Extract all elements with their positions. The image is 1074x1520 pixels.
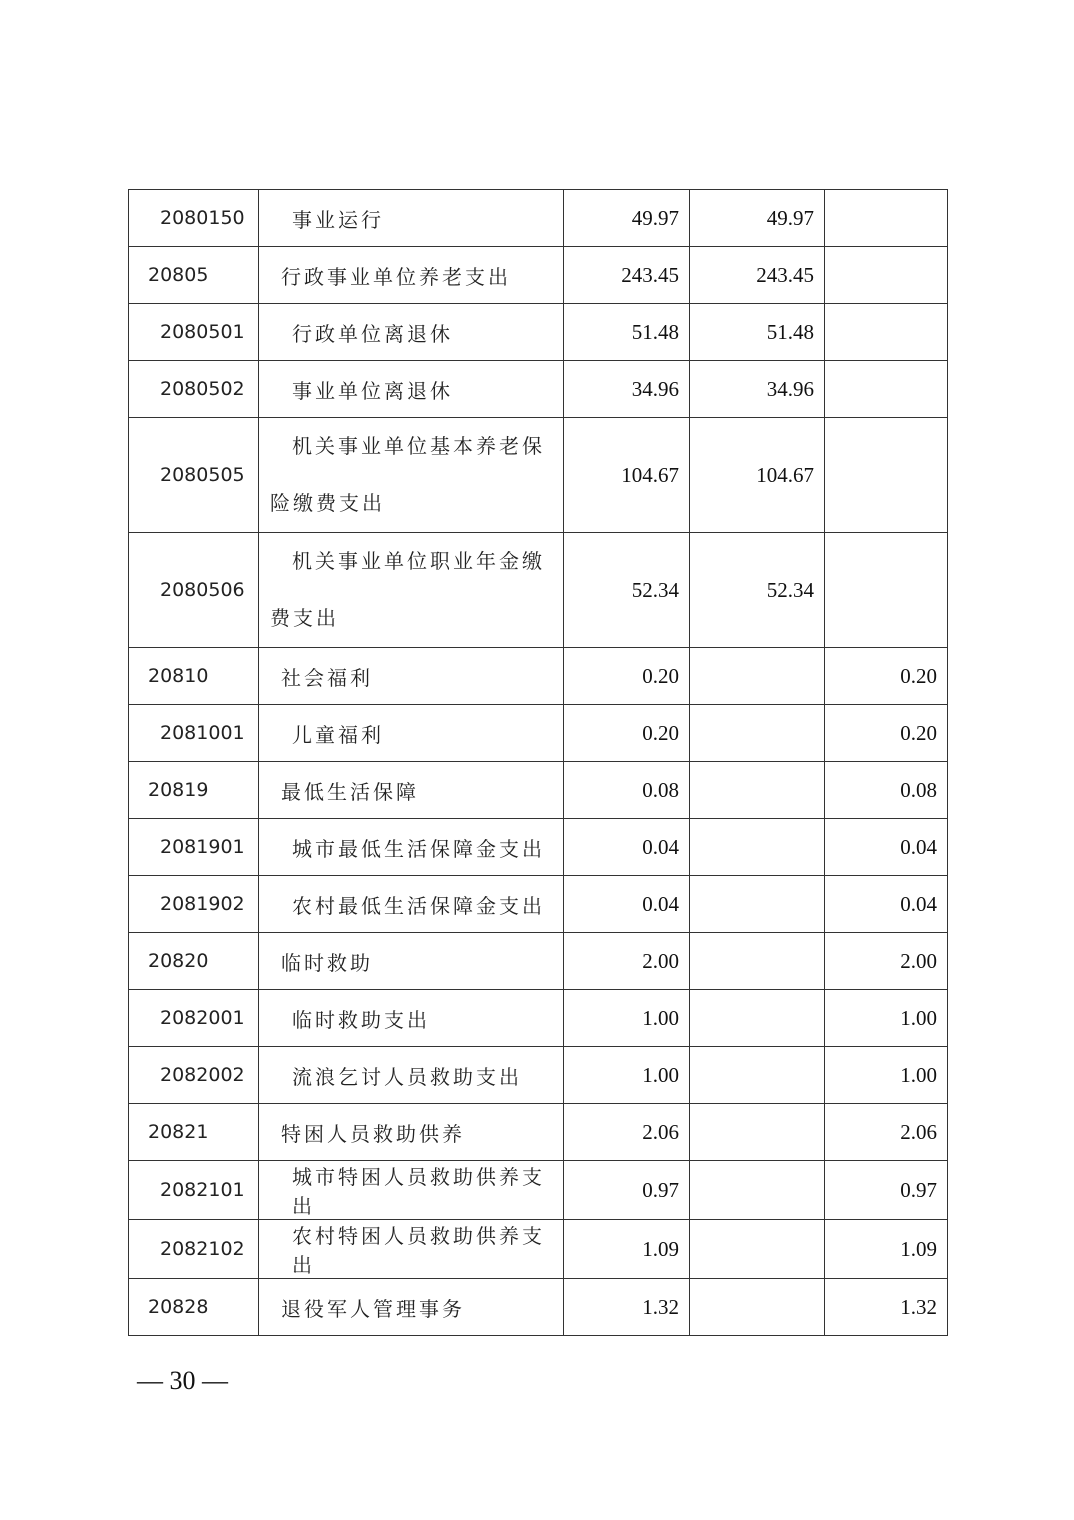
table-row	[129, 304, 948, 361]
project-cell: 0.97	[825, 1161, 948, 1220]
basic-cell: 52.34	[690, 533, 825, 648]
name-cell: 社会福利	[259, 648, 564, 705]
code-cell: 20820	[129, 933, 259, 990]
name-cell: 农村最低生活保障金支出	[259, 876, 564, 933]
basic-cell	[690, 648, 825, 705]
total-cell: 104.67	[564, 418, 690, 533]
project-cell	[825, 304, 948, 361]
budget-table	[128, 189, 948, 1336]
basic-cell	[690, 1279, 825, 1336]
basic-cell: 51.48	[690, 304, 825, 361]
table-row	[129, 418, 948, 533]
table-row	[129, 1047, 948, 1104]
table-row	[129, 1279, 948, 1336]
basic-cell	[690, 990, 825, 1047]
total-cell: 0.20	[564, 705, 690, 762]
project-cell	[825, 533, 948, 648]
total-cell: 2.06	[564, 1104, 690, 1161]
table-row	[129, 247, 948, 304]
total-cell: 1.00	[564, 1047, 690, 1104]
name-cell: 机关事业单位基本养老保险缴费支出	[259, 418, 564, 533]
name-cell: 城市特困人员救助供养支出	[259, 1161, 564, 1220]
total-cell: 49.97	[564, 190, 690, 247]
total-cell: 0.97	[564, 1161, 690, 1220]
code-cell: 2082101	[129, 1161, 259, 1220]
basic-cell	[690, 876, 825, 933]
code-cell: 20828	[129, 1279, 259, 1336]
code-cell: 2082002	[129, 1047, 259, 1104]
basic-cell	[690, 1161, 825, 1220]
project-cell: 0.08	[825, 762, 948, 819]
code-cell: 20805	[129, 247, 259, 304]
code-cell: 2080501	[129, 304, 259, 361]
code-cell: 2082001	[129, 990, 259, 1047]
name-cell: 事业运行	[259, 190, 564, 247]
total-cell: 52.34	[564, 533, 690, 648]
name-cell: 行政事业单位养老支出	[259, 247, 564, 304]
name-cell: 行政单位离退休	[259, 304, 564, 361]
name-cell: 流浪乞讨人员救助支出	[259, 1047, 564, 1104]
table-row	[129, 933, 948, 990]
code-cell: 2080505	[129, 418, 259, 533]
code-cell: 2080150	[129, 190, 259, 247]
table-row	[129, 819, 948, 876]
project-cell: 1.09	[825, 1220, 948, 1279]
name-cell: 临时救助	[259, 933, 564, 990]
total-cell: 2.00	[564, 933, 690, 990]
table-row	[129, 705, 948, 762]
code-cell: 20819	[129, 762, 259, 819]
page-number: — 30 —	[137, 1366, 228, 1395]
table-row	[129, 1161, 948, 1220]
table-row	[129, 533, 948, 648]
name-cell: 机关事业单位职业年金缴费支出	[259, 533, 564, 648]
project-cell: 2.06	[825, 1104, 948, 1161]
table-row	[129, 762, 948, 819]
code-cell: 2081902	[129, 876, 259, 933]
project-cell	[825, 190, 948, 247]
table-row	[129, 1104, 948, 1161]
basic-cell	[690, 819, 825, 876]
table-row	[129, 876, 948, 933]
name-cell: 农村特困人员救助供养支出	[259, 1220, 564, 1279]
basic-cell	[690, 1220, 825, 1279]
basic-cell	[690, 933, 825, 990]
total-cell: 1.09	[564, 1220, 690, 1279]
code-cell: 20821	[129, 1104, 259, 1161]
total-cell: 0.08	[564, 762, 690, 819]
name-cell: 城市最低生活保障金支出	[259, 819, 564, 876]
basic-cell	[690, 762, 825, 819]
code-cell: 2082102	[129, 1220, 259, 1279]
project-cell: 2.00	[825, 933, 948, 990]
basic-cell: 34.96	[690, 361, 825, 418]
basic-cell: 49.97	[690, 190, 825, 247]
code-cell: 20810	[129, 648, 259, 705]
code-cell: 2081901	[129, 819, 259, 876]
name-cell: 儿童福利	[259, 705, 564, 762]
total-cell: 51.48	[564, 304, 690, 361]
code-cell: 2080506	[129, 533, 259, 648]
table-row	[129, 361, 948, 418]
total-cell: 0.04	[564, 819, 690, 876]
project-cell	[825, 418, 948, 533]
basic-cell	[690, 705, 825, 762]
basic-cell	[690, 1104, 825, 1161]
project-cell: 1.00	[825, 990, 948, 1047]
code-cell: 2081001	[129, 705, 259, 762]
name-cell: 退役军人管理事务	[259, 1279, 564, 1336]
project-cell: 0.20	[825, 705, 948, 762]
name-cell: 最低生活保障	[259, 762, 564, 819]
total-cell: 1.32	[564, 1279, 690, 1336]
table-body	[129, 190, 948, 1336]
total-cell: 0.04	[564, 876, 690, 933]
basic-cell: 104.67	[690, 418, 825, 533]
total-cell: 1.00	[564, 990, 690, 1047]
table-row	[129, 990, 948, 1047]
total-cell: 0.20	[564, 648, 690, 705]
table-row	[129, 1220, 948, 1279]
name-cell: 特困人员救助供养	[259, 1104, 564, 1161]
table-row	[129, 648, 948, 705]
project-cell: 1.32	[825, 1279, 948, 1336]
basic-cell	[690, 1047, 825, 1104]
name-cell: 临时救助支出	[259, 990, 564, 1047]
total-cell: 34.96	[564, 361, 690, 418]
name-cell: 事业单位离退休	[259, 361, 564, 418]
code-cell: 2080502	[129, 361, 259, 418]
project-cell: 0.20	[825, 648, 948, 705]
basic-cell: 243.45	[690, 247, 825, 304]
project-cell	[825, 247, 948, 304]
table-row	[129, 190, 948, 247]
total-cell: 243.45	[564, 247, 690, 304]
project-cell: 0.04	[825, 819, 948, 876]
project-cell: 1.00	[825, 1047, 948, 1104]
project-cell	[825, 361, 948, 418]
project-cell: 0.04	[825, 876, 948, 933]
